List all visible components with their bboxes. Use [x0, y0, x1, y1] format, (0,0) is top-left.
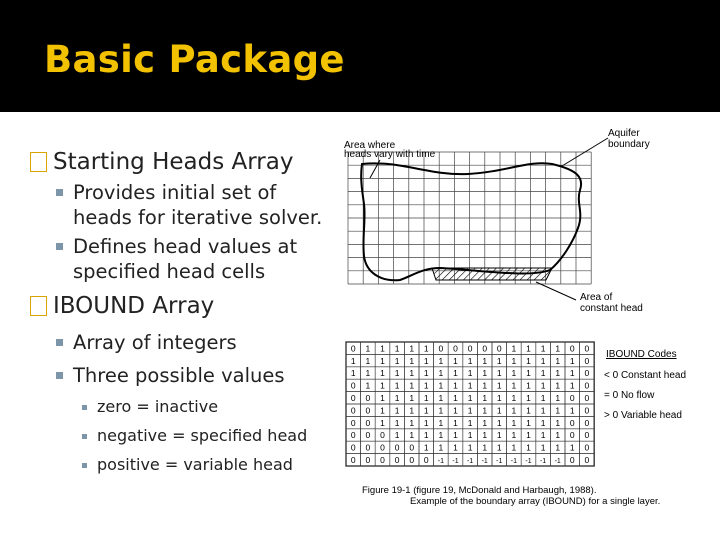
ibound-cell-value: 0	[365, 393, 371, 403]
figure-caption-line1: Figure 19-1 (figure 19, McDonald and Harbaugh, 1988).	[362, 485, 597, 496]
aquifer-boundary-outline	[361, 163, 581, 280]
ibound-cell-value: 1	[423, 368, 429, 379]
ibound-cell-value: 0	[423, 455, 429, 465]
ibound-cell-value: 0	[584, 430, 590, 441]
ibound-cell-value: 1	[467, 442, 473, 453]
ibound-cell-value: 1	[394, 393, 400, 403]
bullet-text: negative = specified head	[97, 426, 308, 445]
ibound-cell-value: 1	[482, 405, 488, 416]
ibound-cell-value: 1	[467, 405, 473, 416]
ibound-cell-value: 1	[482, 430, 488, 441]
ibound-cell-value: 1	[365, 343, 371, 354]
ibound-cell-value: 0	[409, 455, 415, 465]
ibound-cell-value: 0	[482, 343, 488, 354]
ibound-cell-value: 1	[394, 355, 400, 366]
bullet-ibound	[30, 292, 340, 320]
ibound-cell-value: 1	[467, 368, 473, 379]
ibound-cell-value: 1	[511, 417, 517, 428]
ibound-cell-value: 0	[569, 417, 575, 428]
bullet-square-icon	[82, 405, 87, 410]
ibound-cell-value: 1	[423, 393, 429, 403]
ibound-cell-value: 0	[584, 380, 590, 391]
ibound-cell-value: 1	[511, 393, 517, 403]
bullet-starting-heads	[30, 148, 340, 176]
ibound-cell-value: 0	[350, 442, 356, 453]
ibound-cell-value: 1	[555, 405, 561, 416]
ibound-cell-value: 1	[511, 430, 517, 441]
ibound-cell-value: 1	[438, 442, 444, 453]
constant-head-area	[432, 268, 552, 280]
ibound-cell-value: 1	[467, 355, 473, 366]
ibound-cell-value: 1	[569, 380, 575, 391]
ibound-cell-value: 1	[394, 343, 400, 354]
bullet-square-icon	[56, 189, 63, 196]
ibound-cell-value: 1	[438, 355, 444, 366]
bullet-text: Starting Heads Array	[53, 149, 294, 175]
ibound-cell-value: 1	[555, 417, 561, 428]
ibound-cell-value: 1	[423, 380, 429, 391]
ibound-cell-value: 1	[496, 405, 502, 416]
ibound-cell-value: 1	[526, 442, 531, 453]
ibound-cell-value: 1	[540, 405, 546, 416]
ibound-cell-value: 1	[438, 368, 444, 379]
bullet-text: zero = inactive	[97, 397, 219, 416]
ibound-cell-value: 1	[555, 355, 561, 366]
ibound-cell-value: 1	[555, 380, 561, 391]
ibound-cell-value: 0	[569, 455, 575, 465]
ibound-cell-value: 0	[350, 417, 356, 428]
sub-sub-bullet-positive	[82, 454, 340, 476]
bullet-square-icon	[56, 339, 63, 346]
ibound-cell-value: 0	[380, 430, 385, 441]
ibound-cell-value: 0	[584, 343, 590, 354]
bullet-text: positive = variable head	[97, 455, 293, 474]
ibound-figure	[340, 120, 720, 540]
ibound-cell-value: 0	[453, 343, 458, 354]
ibound-cell-value: 1	[511, 355, 517, 366]
ibound-cell-value: -1	[452, 458, 459, 465]
legend-item-noflow: = 0 No flow	[604, 390, 655, 401]
bullet-text: Provides initial set of heads for iterative solver.	[73, 181, 323, 229]
ibound-cell-value: 1	[438, 405, 444, 416]
ibound-cell-value: 0	[365, 430, 371, 441]
legend-item-variable: > 0 Variable head	[604, 410, 682, 421]
ibound-cell-value: 1	[467, 380, 473, 391]
label-area-line2: heads vary with time	[344, 149, 436, 160]
ibound-cell-value: 1	[496, 355, 502, 366]
label-area-line1: Area where	[344, 140, 396, 151]
ibound-cell-value: 0	[365, 442, 371, 453]
legend-title: IBOUND Codes	[606, 349, 677, 360]
ibound-cell-value: 1	[453, 355, 458, 366]
ibound-cell-value: 1	[394, 368, 400, 379]
ibound-cell-value: 0	[365, 405, 371, 416]
ibound-cell-value: -1	[437, 458, 445, 465]
ibound-cell-value: 1	[467, 393, 473, 403]
legend-item-constant: < 0 Constant head	[604, 370, 687, 381]
ibound-cell-value: 1	[438, 393, 444, 403]
ibound-cell-value: 1	[365, 368, 371, 379]
ibound-cell-value: 1	[409, 380, 415, 391]
ibound-cell-value: 0	[569, 430, 575, 441]
ibound-cell-value: 1	[453, 417, 458, 428]
bullet-square-icon	[82, 463, 87, 468]
ibound-cell-value: 1	[350, 368, 356, 379]
ibound-cell-value: 1	[438, 417, 444, 428]
sub-bullet-head-values	[56, 234, 340, 284]
bullet-text: IBOUND Array	[53, 293, 215, 319]
ibound-cell-value: 0	[584, 405, 590, 416]
ibound-legend	[604, 349, 686, 421]
ibound-cell-value: 1	[526, 343, 531, 354]
ibound-cell-value: 1	[496, 368, 502, 379]
ibound-cell-value: 1	[496, 417, 502, 428]
ibound-cell-value: 1	[540, 368, 546, 379]
sub-sub-bullet-negative	[82, 425, 340, 447]
ibound-cell-value: 1	[380, 343, 385, 354]
ibound-cell-value: 1	[511, 368, 517, 379]
bullet-text: Defines head values at specified head cells	[73, 235, 298, 283]
ibound-cell-value: 1	[496, 442, 502, 453]
aquifer-grid-diagram	[344, 128, 650, 314]
ibound-cell-value: 1	[482, 355, 488, 366]
ibound-cell-value: 1	[540, 380, 546, 391]
label-const-line2: constant head	[580, 303, 643, 314]
ibound-cell-value: 0	[380, 442, 385, 453]
ibound-cell-value: 1	[526, 355, 531, 366]
ibound-cell-value: 0	[350, 455, 356, 465]
ibound-cell-value: 1	[555, 343, 561, 354]
ibound-cell-value: 0	[350, 343, 356, 354]
ibound-cell-value: 1	[365, 355, 371, 366]
label-aquifer-line1: Aquifer	[608, 128, 640, 139]
ibound-cell-value: 1	[540, 442, 546, 453]
ibound-cell-value: 1	[453, 380, 458, 391]
ibound-cell-value: 1	[467, 417, 473, 428]
ibound-grid	[346, 342, 594, 466]
ibound-cell-value: 1	[453, 393, 458, 403]
ibound-cell-value: -1	[481, 458, 488, 465]
ibound-cell-value: 0	[365, 455, 371, 465]
ibound-cell-value: 1	[496, 430, 502, 441]
ibound-cell-value: 1	[423, 355, 429, 366]
ibound-cell-value: 1	[540, 393, 546, 403]
ibound-cell-value: 1	[526, 417, 531, 428]
ibound-cell-value: 1	[555, 368, 561, 379]
bullet-box-icon	[30, 296, 47, 316]
ibound-cell-value: 1	[569, 355, 575, 366]
ibound-cell-value: 1	[526, 405, 531, 416]
ibound-cell-value: 1	[453, 368, 458, 379]
ibound-cell-value: 1	[423, 405, 429, 416]
ibound-cell-value: -1	[466, 458, 474, 465]
ibound-cell-value: 0	[438, 343, 444, 354]
ibound-cell-value: 0	[350, 393, 356, 403]
label-aquifer-line2: boundary	[608, 139, 650, 150]
ibound-cell-value: 1	[409, 393, 415, 403]
ibound-cell-value: 1	[511, 380, 517, 391]
ibound-cell-value: 1	[350, 355, 356, 366]
ibound-cell-value: 0	[584, 442, 590, 453]
ibound-cell-value: 0	[350, 405, 356, 416]
ibound-cell-value: 0	[394, 442, 400, 453]
ibound-cell-value: 1	[409, 343, 415, 354]
ibound-cell-value: 1	[380, 355, 385, 366]
ibound-cell-value: 1	[380, 380, 385, 391]
sub-bullet-three-values	[56, 363, 340, 388]
ibound-cell-value: -1	[510, 458, 518, 465]
ibound-cell-value: 1	[453, 405, 458, 416]
ibound-cell-value: 1	[526, 393, 531, 403]
ibound-cell-value: 1	[394, 430, 400, 441]
ibound-cell-value: 1	[394, 405, 400, 416]
ibound-cell-value: 1	[540, 430, 546, 441]
bullet-text: Array of integers	[73, 331, 237, 354]
ibound-cell-value: 1	[482, 368, 488, 379]
ibound-cell-value: 0	[584, 417, 590, 428]
ibound-cell-value: 1	[569, 442, 575, 453]
ibound-cell-value: 0	[467, 343, 473, 354]
ibound-cell-value: 0	[569, 343, 575, 354]
ibound-cell-value: 0	[350, 380, 356, 391]
ibound-cell-value: 1	[423, 430, 429, 441]
ibound-cell-value: 1	[365, 380, 371, 391]
ibound-cell-value: 0	[394, 455, 400, 465]
ibound-cell-value: 1	[394, 380, 400, 391]
ibound-cell-value: 1	[540, 343, 546, 354]
ibound-cell-value: 1	[540, 355, 546, 366]
ibound-cell-value: 0	[365, 417, 371, 428]
ibound-cell-value: 1	[409, 430, 415, 441]
bullet-square-icon	[56, 372, 63, 379]
ibound-cell-value: 1	[569, 368, 575, 379]
ibound-cell-value: -1	[554, 458, 561, 465]
ibound-cell-value: 0	[569, 393, 575, 403]
ibound-cell-value: 1	[380, 368, 385, 379]
ibound-cell-value: 1	[482, 393, 488, 403]
ibound-cell-value: 1	[511, 442, 517, 453]
ibound-cell-value: 0	[584, 355, 590, 366]
leader-constant	[536, 282, 576, 300]
ibound-cell-value: 1	[409, 405, 415, 416]
ibound-cell-value: 1	[496, 393, 502, 403]
ibound-cell-value: 1	[394, 417, 400, 428]
ibound-cell-value: -1	[496, 458, 503, 465]
ibound-cell-value: 1	[467, 430, 473, 441]
ibound-cell-value: 1	[380, 417, 385, 428]
ibound-cell-value: 1	[526, 380, 531, 391]
ibound-cell-value: 1	[453, 430, 458, 441]
ibound-cell-value: 0	[584, 368, 590, 379]
ibound-cell-value: 1	[423, 417, 429, 428]
ibound-cell-value: 1	[453, 442, 458, 453]
ibound-cell-value: 1	[482, 380, 488, 391]
figure-caption-line2: Example of the boundary array (IBOUND) for a single layer.	[410, 496, 661, 507]
ibound-cell-value: 1	[511, 405, 517, 416]
ibound-cell-value: 1	[496, 380, 502, 391]
ibound-cell-value: 0	[409, 442, 415, 453]
ibound-cell-value: 1	[569, 405, 575, 416]
slide-title: Basic Package	[44, 38, 345, 81]
ibound-cell-value: 0	[584, 455, 590, 465]
ibound-cell-value: 1	[438, 380, 444, 391]
label-const-line1: Area of	[580, 292, 613, 303]
ibound-cell-value: 0	[350, 430, 356, 441]
bullet-square-icon	[56, 243, 63, 250]
ibound-cell-value: 1	[423, 442, 429, 453]
ibound-cell-value: 1	[511, 343, 517, 354]
bullet-list	[30, 148, 340, 483]
bullet-text: Three possible values	[73, 364, 285, 387]
ibound-cell-value: 1	[380, 393, 385, 403]
ibound-cell-value: 1	[555, 393, 561, 403]
ibound-cell-value: 1	[555, 442, 561, 453]
ibound-cell-value: 0	[584, 393, 590, 403]
ibound-cell-value: 1	[438, 430, 444, 441]
ibound-cell-value: 1	[555, 430, 561, 441]
sub-sub-bullet-zero	[82, 396, 340, 418]
title-bar	[0, 0, 720, 112]
ibound-cell-value: 1	[526, 368, 531, 379]
ibound-cell-value: 1	[409, 355, 415, 366]
ibound-cell-value: 1	[482, 417, 488, 428]
ibound-cell-value: 1	[423, 343, 429, 354]
ibound-cell-value: 1	[409, 368, 415, 379]
ibound-cell-value: 1	[409, 417, 415, 428]
bullet-box-icon	[30, 152, 47, 172]
sub-bullet-initial-heads	[56, 180, 340, 230]
ibound-cell-value: 1	[526, 430, 531, 441]
sub-bullet-integers	[56, 330, 340, 355]
ibound-cell-value: 1	[482, 442, 488, 453]
ibound-cell-value: 1	[380, 405, 385, 416]
bullet-square-icon	[82, 434, 87, 439]
ibound-cell-value: -1	[525, 458, 532, 465]
ibound-cell-value: -1	[539, 458, 547, 465]
ibound-cell-value: 0	[496, 343, 502, 354]
ibound-cell-value: 0	[380, 455, 385, 465]
ibound-cell-value: 1	[540, 417, 546, 428]
